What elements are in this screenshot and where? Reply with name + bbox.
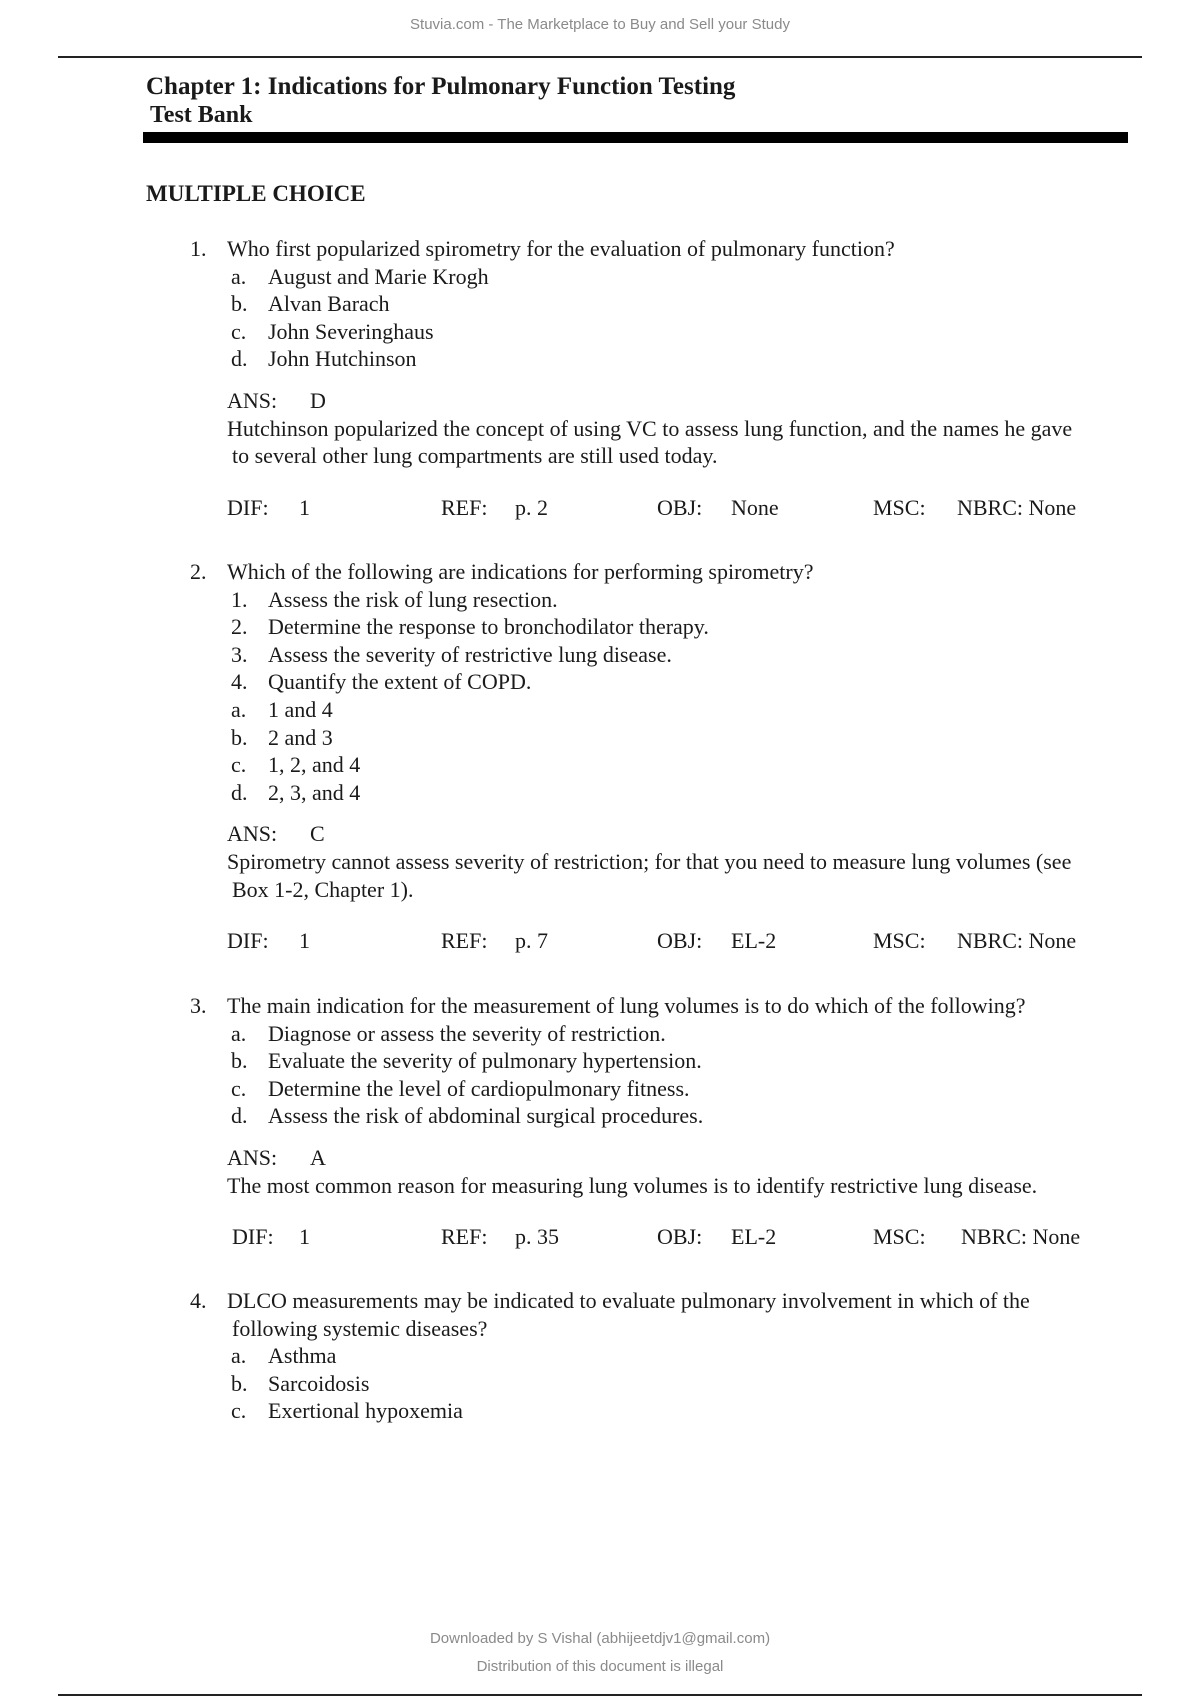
option-text: August and Marie Krogh	[268, 263, 489, 289]
rationale-text: to several other lung compartments are still used today.	[232, 443, 718, 469]
obj-value: EL-2	[731, 928, 777, 954]
msc-value: NBRC: None	[961, 1224, 1081, 1250]
answer-label: ANS:	[227, 821, 278, 847]
option-text: 1 and 4	[268, 696, 333, 722]
sub-item-text: Determine the response to bronchodilator therapy.	[268, 614, 709, 640]
test-bank-subtitle: Test Bank	[150, 102, 253, 128]
question-stem: The main indication for the measurement of lung volumes is to do which of the following?	[227, 993, 1026, 1018]
msc-label: MSC:	[873, 494, 926, 520]
option-letter: c.	[231, 1398, 247, 1424]
obj-label: OBJ:	[657, 494, 703, 520]
msc-label: MSC:	[873, 928, 926, 954]
question-stem: DLCO measurements may be indicated to evaluate pulmonary involvement in which of the	[227, 1288, 1030, 1313]
dif-label: DIF:	[227, 928, 269, 954]
ref-label: REF:	[441, 1224, 488, 1250]
option-text: John Severinghaus	[268, 318, 434, 344]
option-letter: a.	[231, 1343, 247, 1369]
option-letter: c.	[231, 1075, 247, 1101]
ref-value: p. 35	[515, 1224, 559, 1250]
ref-value: p. 2	[515, 494, 548, 520]
footer-rule	[58, 1694, 1142, 1696]
option-text: Evaluate the severity of pulmonary hypertension.	[268, 1048, 702, 1074]
option-text: Asthma	[268, 1343, 337, 1369]
dif-label: DIF:	[232, 1224, 274, 1250]
question-4	[0, 1287, 1200, 1425]
option-text: Determine the level of cardiopulmonary fitness.	[268, 1075, 690, 1101]
option-letter: b.	[231, 291, 248, 317]
question-stem: Which of the following are indications for performing spirometry?	[227, 559, 814, 584]
section-heading: MULTIPLE CHOICE	[146, 181, 366, 206]
option-letter: c.	[231, 752, 247, 778]
dif-label: DIF:	[227, 494, 269, 520]
answer-label: ANS:	[227, 1144, 278, 1170]
header-rule	[58, 56, 1142, 58]
option-letter: b.	[231, 724, 248, 750]
question-stem: following systemic diseases?	[232, 1315, 488, 1341]
question-number: 3.	[190, 993, 207, 1018]
question-number: 4.	[190, 1288, 207, 1313]
msc-value: NBRC: None	[957, 494, 1077, 520]
distribution-notice: Distribution of this document is illegal	[476, 1658, 724, 1675]
rationale-text: The most common reason for measuring lung volumes is to identify restrictive lung disease.	[227, 1172, 1038, 1198]
chapter-title: Chapter 1: Indications for Pulmonary Function Testing	[146, 73, 736, 100]
answer-label: ANS:	[227, 387, 278, 413]
question-stem: Who first popularized spirometry for the evaluation of pulmonary function?	[227, 236, 895, 261]
option-text: Assess the risk of abdominal surgical procedures.	[268, 1103, 704, 1129]
question-3	[0, 992, 1200, 1251]
question-meta	[0, 1223, 1200, 1251]
option-letter: d.	[231, 346, 248, 372]
question-number: 2.	[190, 559, 207, 584]
obj-value: None	[731, 494, 779, 520]
sub-item-text: Assess the risk of lung resection.	[268, 586, 558, 612]
answer-value: C	[310, 821, 325, 847]
dif-value: 1	[299, 494, 310, 520]
option-letter: a.	[231, 1020, 247, 1046]
option-letter: d.	[231, 779, 248, 805]
option-text: Diagnose or assess the severity of restriction.	[268, 1020, 666, 1046]
question-meta	[0, 927, 1200, 955]
option-text: John Hutchinson	[268, 346, 417, 372]
msc-label: MSC:	[873, 1224, 926, 1250]
question-2	[0, 558, 1200, 955]
obj-value: EL-2	[731, 1224, 777, 1250]
dif-value: 1	[299, 928, 310, 954]
question-number: 1.	[190, 236, 207, 261]
option-text: Alvan Barach	[268, 291, 390, 317]
option-text: 1, 2, and 4	[268, 752, 361, 778]
obj-label: OBJ:	[657, 1224, 703, 1250]
rationale-text: Spirometry cannot assess severity of restriction; for that you need to measure lung volumes (see	[227, 848, 1072, 874]
dif-value: 1	[299, 1224, 310, 1250]
rationale-text: Hutchinson popularized the concept of using VC to assess lung function, and the names he gave	[227, 415, 1073, 441]
rationale-text: Box 1-2, Chapter 1).	[232, 876, 414, 902]
option-text: 2, 3, and 4	[268, 779, 361, 805]
sub-item-number: 4.	[231, 669, 248, 695]
question-1	[0, 235, 1200, 521]
obj-label: OBJ:	[657, 928, 703, 954]
option-text: Sarcoidosis	[268, 1370, 370, 1396]
sub-item-text: Assess the severity of restrictive lung disease.	[268, 641, 672, 667]
sub-item-number: 2.	[231, 614, 248, 640]
sub-item-text: Quantify the extent of COPD.	[268, 669, 532, 695]
option-letter: d.	[231, 1103, 248, 1129]
answer-value: D	[310, 387, 326, 413]
answer-value: A	[310, 1144, 326, 1170]
downloaded-by-text: Downloaded by S Vishal (abhijeetdjv1@gmail.com)	[429, 1630, 771, 1647]
option-letter: a.	[231, 263, 247, 289]
question-meta	[0, 494, 1200, 522]
title-rule	[143, 132, 1128, 143]
sub-item-number: 1.	[231, 586, 248, 612]
ref-value: p. 7	[515, 928, 548, 954]
msc-value: NBRC: None	[957, 928, 1077, 954]
option-letter: a.	[231, 696, 247, 722]
option-letter: b.	[231, 1370, 248, 1396]
site-header-text: Stuvia.com - The Marketplace to Buy and Sell your Study	[410, 16, 790, 33]
option-text: 2 and 3	[268, 724, 333, 750]
ref-label: REF:	[441, 494, 488, 520]
option-letter: c.	[231, 318, 247, 344]
option-letter: b.	[231, 1048, 248, 1074]
sub-item-number: 3.	[231, 641, 248, 667]
ref-label: REF:	[441, 928, 488, 954]
option-text: Exertional hypoxemia	[268, 1398, 463, 1424]
